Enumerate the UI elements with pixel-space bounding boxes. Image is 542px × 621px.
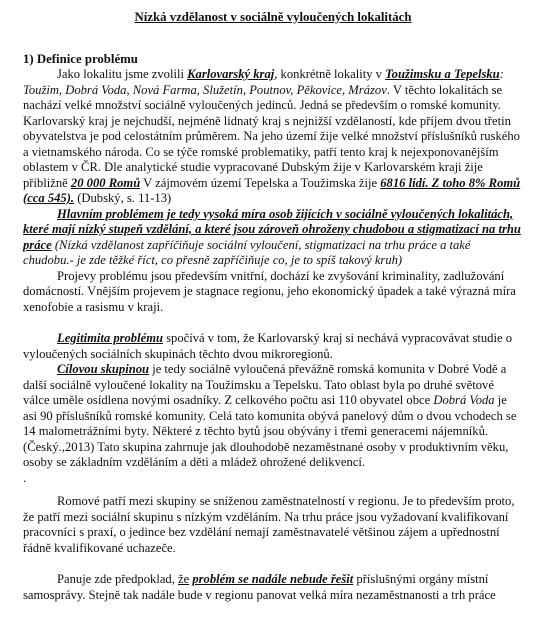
text-run: (Dubský, s. 11-13)	[74, 191, 172, 205]
text-run: Jako lokalitu jsme zvolili	[57, 67, 188, 81]
section-heading-definition: 1) Definice problému	[23, 51, 138, 66]
paragraph-region-stats	[23, 114, 523, 207]
stray-dot: .	[23, 470, 27, 485]
paragraph-assumption	[23, 572, 523, 603]
text-run-cilova-skupina: Cílovou skupinou	[57, 362, 150, 376]
paragraph-legitimacy	[23, 331, 523, 362]
text-run: . V těchto lokalitách se nachází velké množství sociálně vyloučených jedinců. Jedná se především o romské komunity.	[23, 82, 503, 112]
text-run-localities-list: : Toužim, Dobrá Voda, Nová Farma, Služetín, Poutnov, Pěkovice, Mrázov	[23, 67, 504, 97]
paragraph-main-problem	[23, 207, 523, 269]
text-run-karlovarsky-kraj: Karlovarský kraj	[187, 67, 275, 81]
spacer	[23, 556, 523, 572]
paragraph-locality	[23, 67, 523, 114]
text-run: , konkrétně lokality v	[274, 67, 386, 81]
text-run: příslušnými orgány místní samosprávy. Stejně tak nadále bude v regionu panovat velká míra nezaměstnanosti a trh práce	[23, 572, 496, 602]
document-title: Nízká vzdělanost v sociálně vyloučených lokalitách	[134, 10, 412, 24]
text-run-problem-note: (Nízká vzdělanost zapříčiňuje sociální vyloučení, stigmatizaci na trhu práce a také chudobu.- je zde těžké říct, co přesně zapříčiňuje co, je to spíš takový kruh)	[23, 237, 471, 267]
document-page	[23, 10, 523, 603]
text-run: je asi 90 příslušníků romské komunity. Celá tato komunita obývá panelový dům o dvou vchodech se 14 malometrážními byty. Některé z těchto bytů jsou obývány i třemi generacemi nájemníků. (Český.,2013) Tato skupina zahrnuje jak dlouhodobě nezaměstnané osoby v produktivním věku, osoby se základním vzděláním a děti a mládež ohrožené delikvencí.	[23, 393, 517, 469]
text-run-unsolved-problem: problém se nadále nebude řešit	[192, 572, 354, 586]
text-run-legitimita: Legitimita problému	[57, 331, 163, 345]
paragraph-problem-symptoms: Projevy problému jsou především vnitřní, dochází ke zvyšování kriminality, zadlužování domácností. Vnějším projevem je stagnace regionu, jeho ekonomický úpadek a také výrazná míra xenofobie a rasismu v kraji.	[23, 268, 516, 314]
text-run-population: 6816 lidí. Z toho 8% Romů (cca 545).	[23, 175, 521, 205]
spacer	[23, 486, 523, 494]
text-run: je tedy sociálně vyloučená převážně romská komunita v Dobré Vodě a další sociálně vyloučené lokality na Toužimsku a Tepelsku. Tato oblast byla po druhé světové válce uměle osídlena novými osadníky. Z celkového počtu asi 110 obyvatel obce	[23, 362, 507, 407]
paragraph-target-group	[23, 362, 523, 471]
text-run: spočívá v tom, že Karlovarský kraj si nechává vypracovávat studie o vyloučených sociálních skupinách těchto dvou mikroregionů.	[23, 331, 513, 361]
text-run-main-problem: Hlavním problémem je tedy vysoká míra osob žijících v sociálně vyloučených lokalitách, které mají nízký stupeň vzdělání, a které jsou zároveň ohroženy chudobou a stigmatizací na trhu práce	[23, 206, 521, 252]
text-run-dobra-voda: Dobrá Voda	[433, 393, 495, 407]
text-run-touzimsko-tepelsko: Toužimsku a Tepelsku	[385, 67, 500, 81]
text-run-romu-count: 20 000 Romů	[70, 175, 141, 190]
text-run-ze: že	[178, 572, 190, 586]
paragraph-employability: Romové patří mezi skupiny se sníženou zaměstnatelností v regionu. Je to především proto, že patří mezi sociální skupinu s nízkým vzděláním. Na trhu práce jsou vyžadovaní kvalifikovaní pracovníci s praxí, o jedince bez vzdělání nemají zaměstnavatelé většinou zájem a upřednostní řádně kvalifikované uchazeče.	[23, 494, 515, 555]
text-run: V zájmovém území Tepelska a Toužimska žije	[140, 175, 381, 190]
spacer	[23, 315, 523, 331]
text-run: Karlovarský kraj je nejchudší, nejméně lidnatý kraj s nejnižší vzdělaností, kde příjem dvou třetin obyvatelstva je pod celostátním průměrem. Na jeho území žije velké množství příslušníků ruského a vietnamského národa. Co se týče romské problematiky, patří tento kraj k nejexponovanějším oblastem v ČR. Dle analytické studie vypracované Dubským žije v Karlovarském kraji žije přibližně	[23, 113, 520, 190]
text-run: Panuje zde předpoklad,	[57, 572, 178, 586]
